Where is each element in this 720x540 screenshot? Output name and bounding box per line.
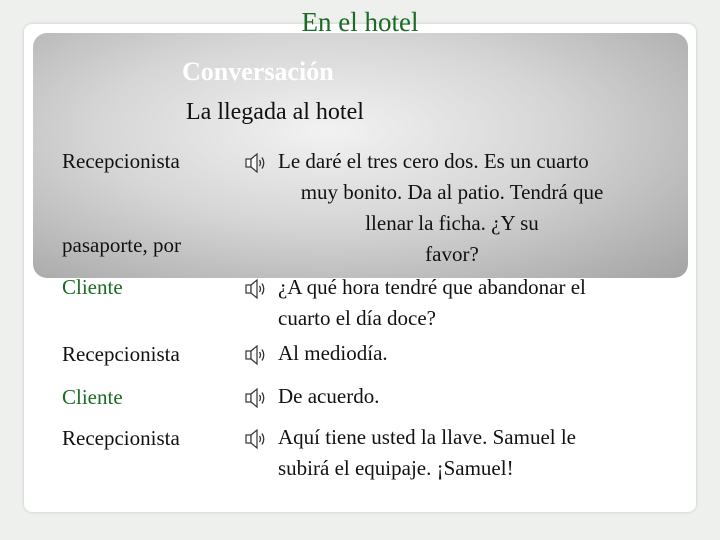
speaker-sound-icon[interactable] [245,387,267,409]
dialogue-line: Al mediodía. [278,341,388,365]
speaker-label: Recepcionista [62,342,180,366]
section-title: Conversación [182,57,334,86]
dialogue-text [278,338,388,369]
speaker-label: Recepcionista [62,426,180,450]
dialogue-line: favor? [425,242,479,266]
speaker-label: Cliente [62,275,123,299]
speaker-label: Recepcionista [62,149,180,173]
speaker-sound-icon[interactable] [245,152,267,174]
dialogue-line: muy bonito. Da al patio. Tendrá que [300,180,604,204]
speaker-label: Cliente [62,385,123,409]
dialogue-text [278,146,626,270]
dialogue-text [278,422,576,484]
dialogue-text [278,272,586,334]
dialogue-text [278,381,379,412]
dialogue-line: cuarto el día doce? [278,306,436,330]
speaker-sound-icon[interactable] [245,344,267,366]
dialogue-line: llenar la ficha. ¿Y su [365,211,539,235]
dialogue-line: Le daré el tres cero dos. Es un cuarto [278,149,589,173]
note-text: pasaporte, por [62,233,181,257]
page-title: En el hotel [301,7,419,37]
speaker-sound-icon[interactable] [245,428,267,450]
section-subtitle: La llegada al hotel [186,99,364,125]
dialogue-line: ¿A qué hora tendré que abandonar el [278,275,586,299]
speaker-sound-icon[interactable] [245,278,267,300]
dialogue-line: Aquí tiene usted la llave. Samuel le [278,425,576,449]
dialogue-line: subirá el equipaje. ¡Samuel! [278,456,514,480]
dialogue-line: De acuerdo. [278,384,380,408]
